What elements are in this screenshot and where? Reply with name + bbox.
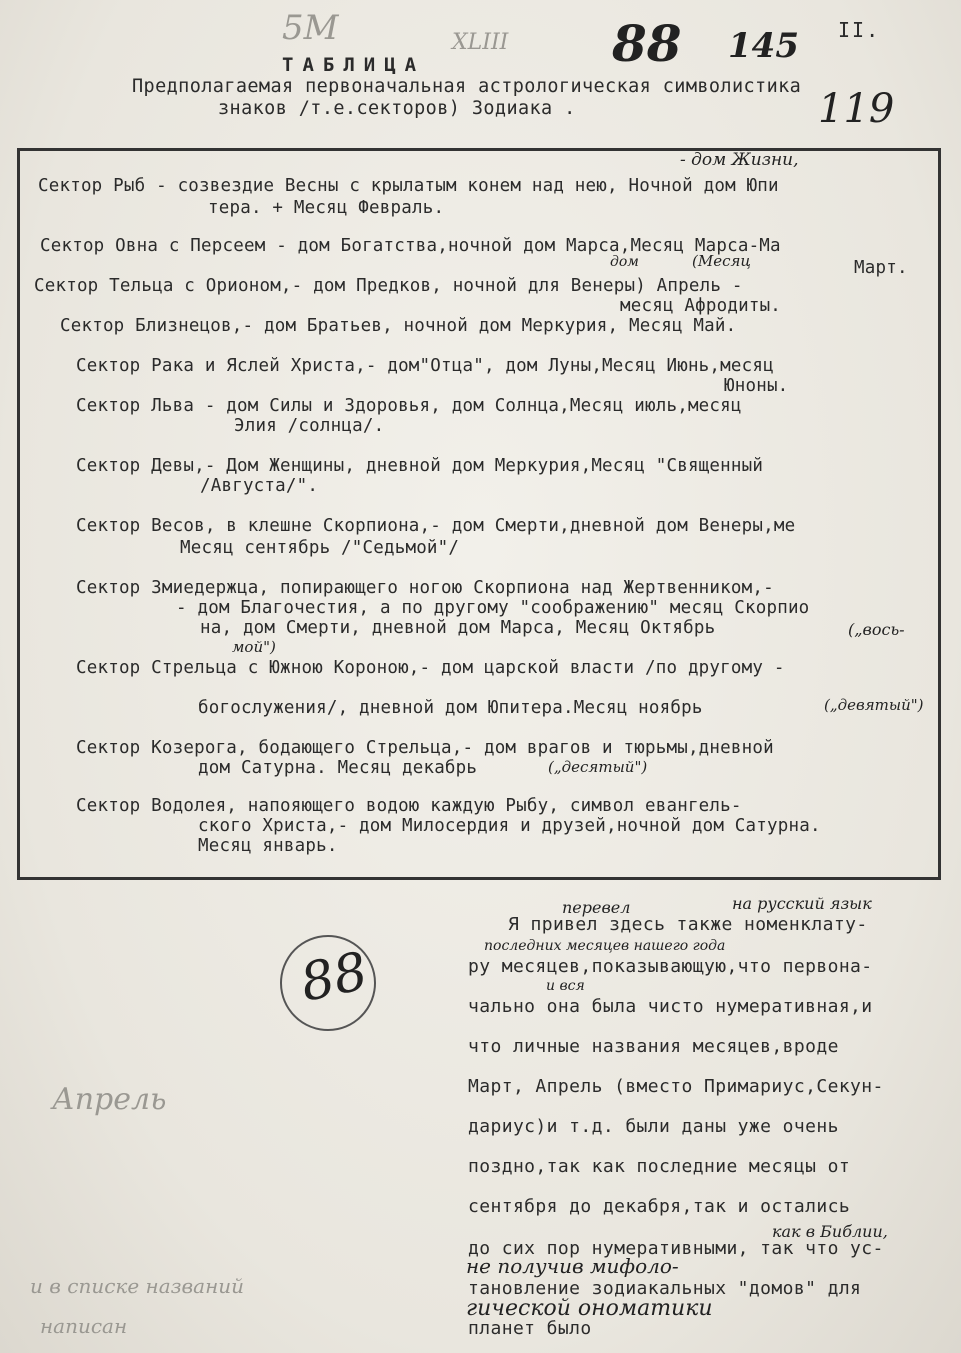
row-10-line-2: богослужения/, дневной дом Юпитера.Месяц ноябрь — [198, 698, 703, 718]
top-mid-annotation: 88 — [612, 14, 682, 73]
row-10-line-1: Сектор Стрельца с Южною Короною,- дом царской власти /по другому - — [76, 658, 785, 678]
circled-number-stamp — [271, 926, 385, 1040]
page-title: ТАБЛИЦА — [282, 54, 426, 76]
paragraph-line-2: ру месяцев,показывающую,что первона- — [468, 956, 873, 977]
row-8-line-2: Месяц сентябрь /"Седьмой"/ — [180, 538, 460, 558]
paragraph-line-3: чально она была чисто нумеративная,и — [468, 996, 873, 1017]
paragraph-line-1: Я привел здесь также номенклату- — [508, 914, 868, 935]
right-number-annotation: 119 — [818, 86, 895, 132]
row-6-line-1: Сектор Льва - дом Силы и Здоровья, дом Солнца,Месяц июль,месяц — [76, 396, 742, 416]
row-12-line-1: Сектор Водолея, напояющего водою каждую Рыбу, символ евангель- — [76, 796, 742, 816]
top-roman-annotation: XLIII — [452, 30, 509, 55]
insert-kak-v-biblii: как в Библии, — [772, 1222, 888, 1241]
row-1-line-2: тера. + Месяц Февраль. — [208, 198, 445, 218]
zodiac-table-frame — [17, 148, 941, 880]
row-9-line-2: - дом Благочестия, а по другому "соображению" месяц Скорпио — [176, 598, 810, 618]
row-9-line-1: Сектор Змиедержца, попирающего ногою Скорпиона над Жертвенником,- — [76, 578, 774, 598]
paragraph-line-5: Март, Апрель (вместо Примариус,Секун- — [468, 1076, 884, 1097]
insert-desyatyi: („десятый") — [548, 758, 648, 776]
subtitle-line-2: знаков /т.е.секторов) Зодиака . — [218, 98, 576, 119]
row-5-line-2: Юноны. — [724, 376, 789, 396]
row-12-line-2: ского Христа,- дом Милосердия и друзей,ночной дом Сатурна. — [198, 816, 821, 836]
row-7-line-1: Сектор Девы,- Дом Женщины, дневной дом Меркурия,Месяц "Священный — [76, 456, 764, 476]
bottom-left-faint-line-1: и в списке названий — [30, 1274, 245, 1298]
circled-number: 88 — [295, 941, 373, 1014]
insert-poslednikh: последних месяцев нашего года — [484, 938, 726, 954]
subtitle-line-1: Предполагаемая первоначальная астрологическая символистика — [132, 76, 802, 97]
row-7-line-2: /Августа/". — [200, 476, 319, 496]
row-12-line-3: Месяц январь. — [198, 836, 338, 856]
row-9-line-3: на, дом Смерти, дневной дом Марса, Месяц Октябрь — [200, 618, 716, 638]
row-11-line-1: Сектор Козерога, бодающего Стрельца,- дом врагов и тюрьмы,дневной — [76, 738, 774, 758]
paragraph-line-9: до сих пор нумеративными, так что ус- — [468, 1238, 884, 1259]
insert-vosmoi: („вось- — [848, 620, 905, 639]
insert-gicheskoi: гической ономатики — [466, 1296, 713, 1321]
insert-devyatyi: („девятый") — [824, 696, 924, 714]
paragraph-line-10: тановление зодиакальных "домов" для — [468, 1278, 862, 1299]
top-left-annotation: 5M — [282, 8, 339, 48]
paragraph-line-8: сентября до декабря,так и остались — [468, 1196, 851, 1217]
row-6-line-2: Элия /солнца/. — [234, 416, 385, 436]
paragraph-line-6: дариус)и т.д. были даны уже очень — [468, 1116, 839, 1137]
row-3-line-2: месяц Афродиты. — [620, 296, 782, 316]
bottom-left-faint-line-2: написан — [40, 1314, 128, 1338]
insert-moi: мой") — [232, 638, 276, 656]
row-4-line-1: Сектор Близнецов,- дом Братьев, ночной дом Меркурия, Месяц Май. — [60, 316, 737, 336]
row-2-line-2: Март. — [854, 258, 908, 278]
row-8-line-1: Сектор Весов, в клешне Скорпиона,- дом Смерти,дневной дом Венеры,ме — [76, 516, 796, 536]
insert-ne-poluchiv: не получив мифоло- — [466, 1254, 679, 1278]
insert-mesyats: (Месяц — [692, 252, 751, 270]
insert-dom-zhizni: - дом Жизни, — [680, 150, 799, 170]
row-3-line-1: Сектор Тельца с Орионом,- дом Предков, ночной для Венеры) Апрель - — [34, 276, 743, 296]
insert-i-vsya: и вся — [546, 978, 585, 994]
insert-dom: дом — [610, 254, 639, 270]
page-number: II. — [838, 18, 881, 42]
insert-na-russkii: на русский язык — [732, 894, 872, 913]
insert-perevel: перевел — [562, 898, 631, 917]
row-5-line-1: Сектор Рака и Яслей Христа,- дом"Отца", дом Луны,Месяц Июнь,месяц — [76, 356, 774, 376]
paragraph-line-4: что личные названия месяцев,вроде — [468, 1036, 839, 1057]
left-margin-word: Апрель — [52, 1082, 167, 1117]
top-right-annotation: 145 — [728, 26, 799, 66]
row-1-line-1: Сектор Рыб - созвездие Весны с крылатым конем над нею, Ночной дом Юпи — [38, 176, 779, 196]
paragraph-line-7: поздно,так как последние месяцы от — [468, 1156, 851, 1177]
row-2-line-1: Сектор Овна с Персеем - дом Богатства,ночной дом Марса,Месяц Марса-Ма — [40, 236, 781, 256]
paragraph-line-11: планет было — [468, 1318, 592, 1339]
row-11-line-2: дом Сатурна. Месяц декабрь — [198, 758, 478, 778]
